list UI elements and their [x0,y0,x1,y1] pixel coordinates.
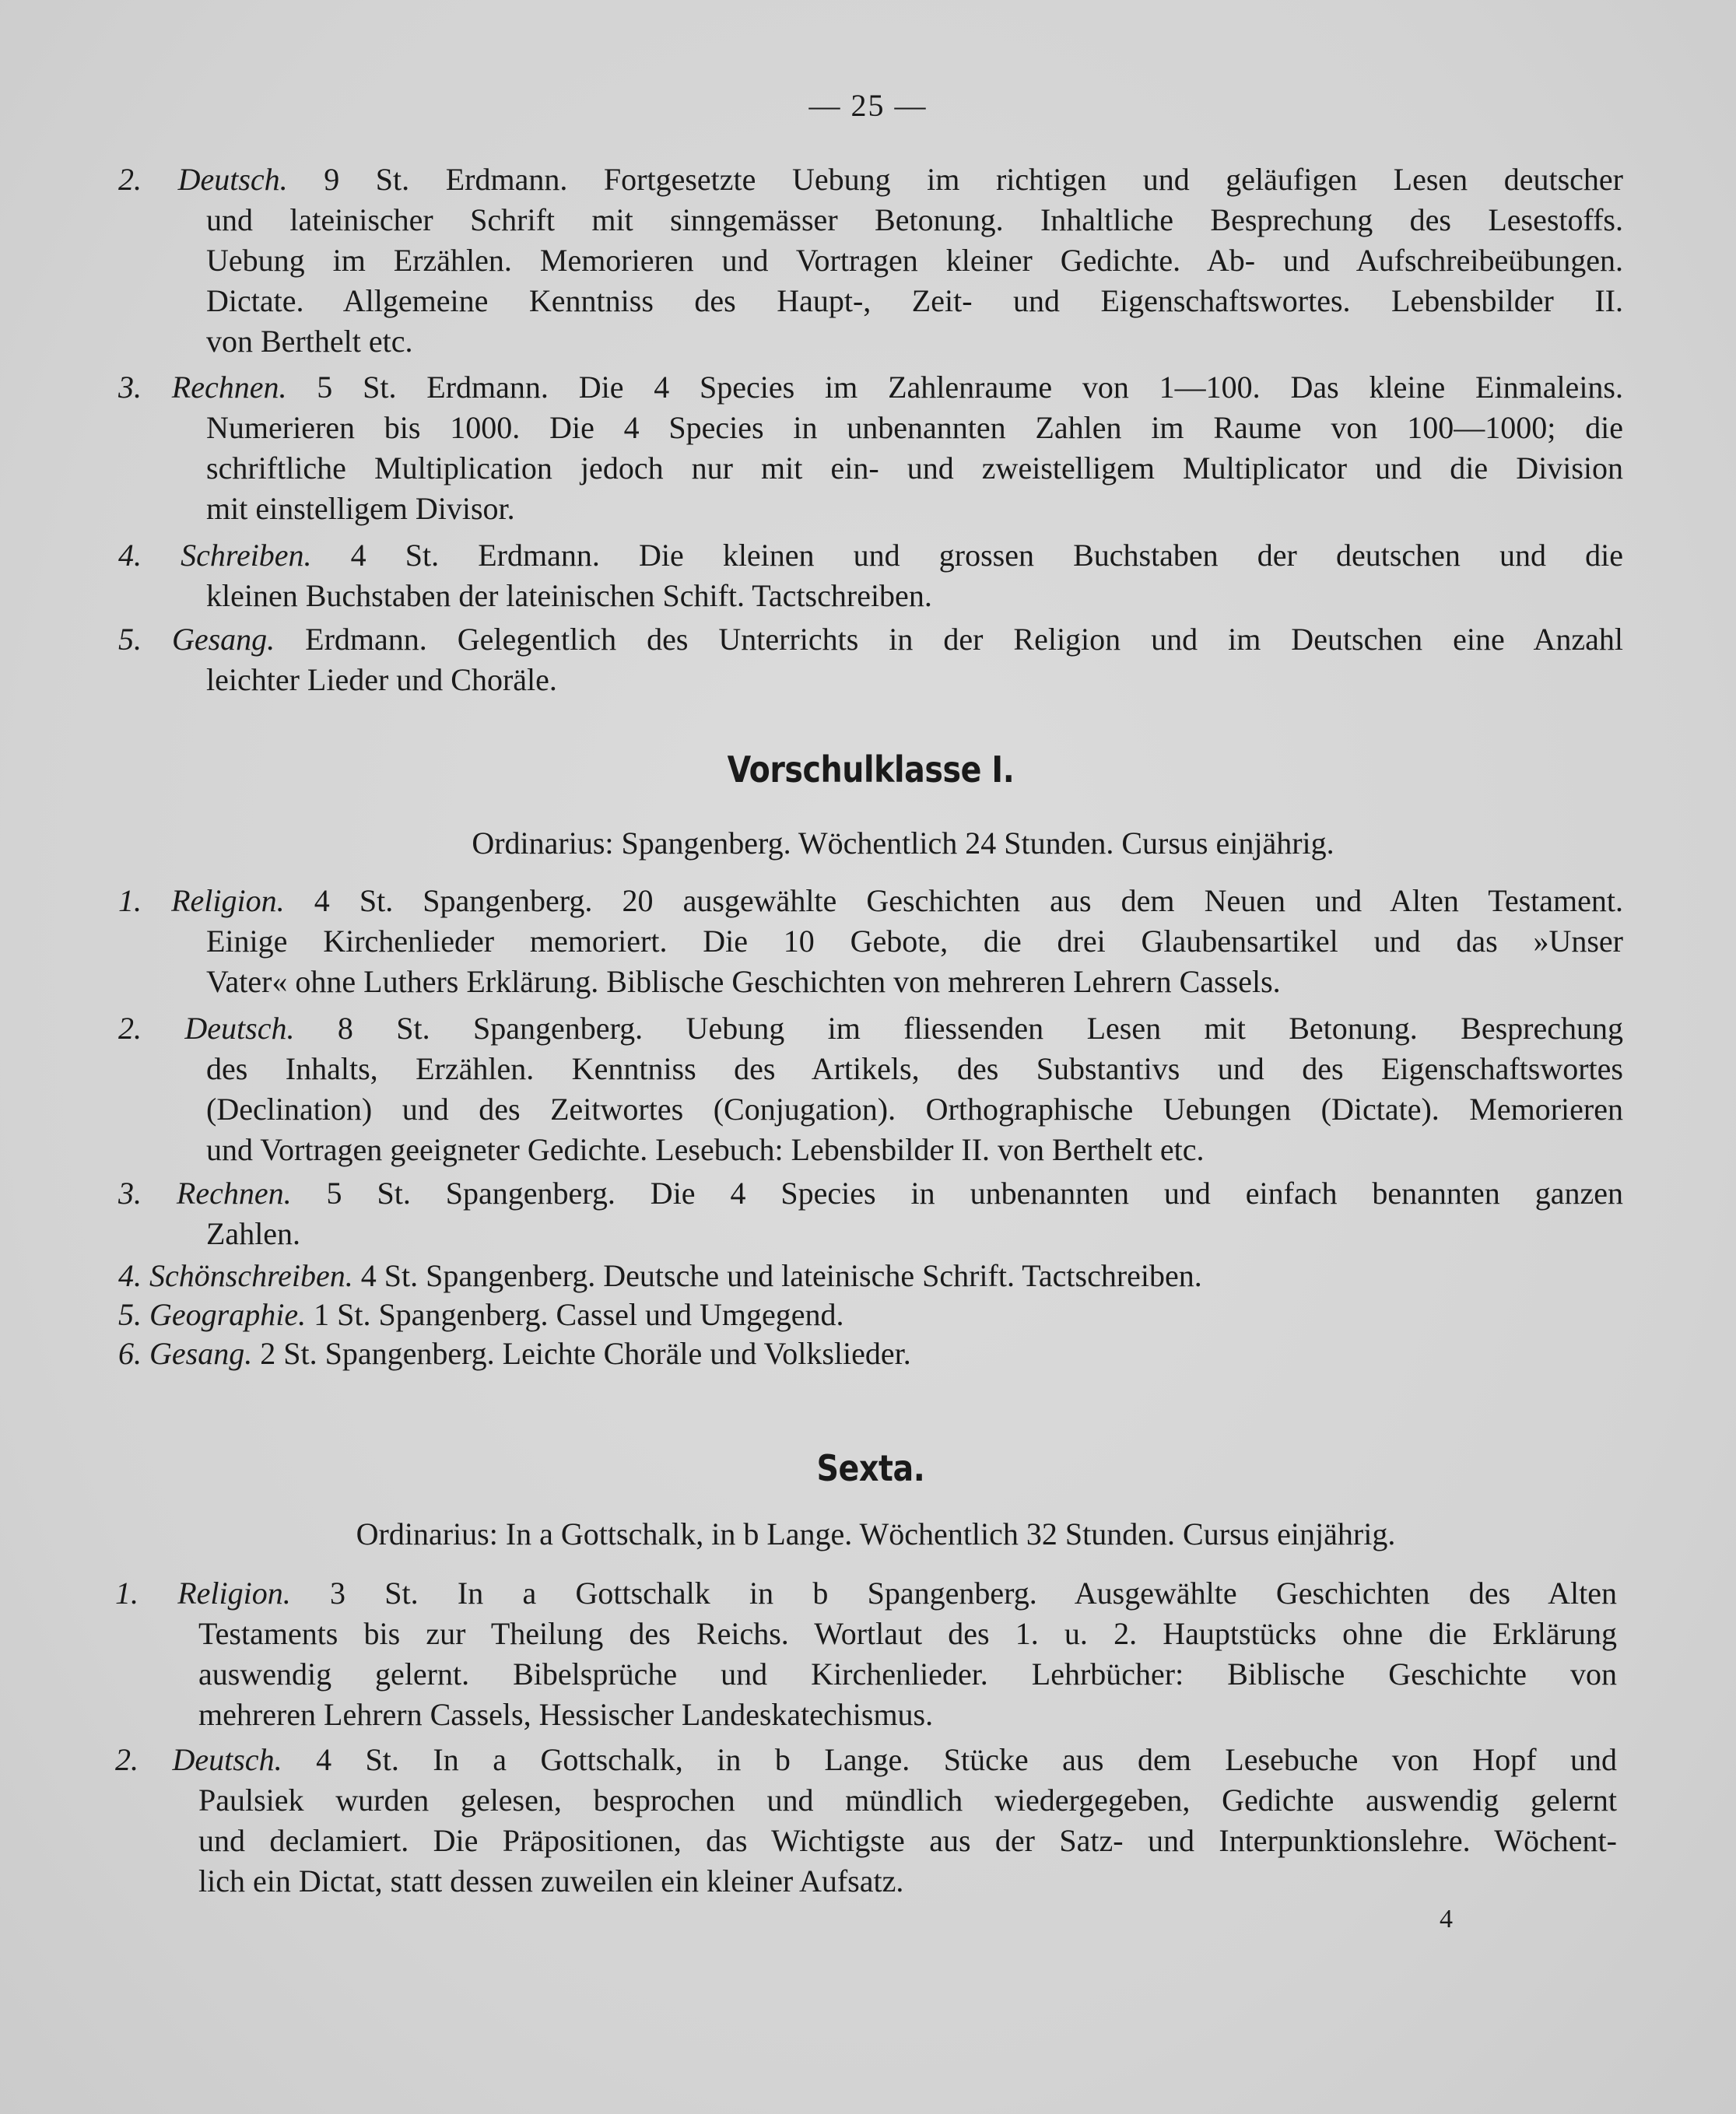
subject-label: 2. Deutsch. [118,162,288,197]
vorschul-deutsch-body [206,1049,1623,1170]
sexta-religion-body [198,1614,1617,1735]
text-line: 5. Geographie. 1 St. Spangenberg. Cassel und Umgegend. [118,1297,844,1332]
text-line: mit einstelligem Divisor. [206,491,515,526]
text-line: Dictate. Allgemeine Kenntniss des Haupt-, Zeit- und Eigenschaftswortes. Lebensbilder II. [206,283,1623,318]
signature-mark: 4 [1440,1905,1453,1933]
text-line: kleinen Buchstaben der lateinischen Schift. Tactschreiben. [206,578,932,613]
vorschul-rechnen [118,1173,1623,1214]
text-line: 4. Schönschreiben. 4 St. Spangenberg. Deutsche und lateinische Schrift. Tactschreiben. [118,1258,1202,1293]
subject-label: 1. Religion. [115,1576,291,1611]
text-line: 2. Deutsch. 9 St. Erdmann. Fortgesetzte Uebung im richtigen und geläufigen Lesen deutscher [118,162,1623,197]
text-line: des Inhalts, Erzählen. Kenntniss des Artikels, des Substantivs und des Eigenschaftswortes [206,1051,1623,1086]
vorschul-rechnen-body [206,1214,1623,1254]
text-line: von Berthelt etc. [206,324,413,359]
section-gesang-top-body [206,660,1623,700]
subject-label: 1. Religion. [118,883,285,918]
sexta-deutsch-body [198,1780,1617,1902]
subject-label: 3. Rechnen. [118,370,287,405]
subject-label: 3. Rechnen. [118,1176,292,1211]
section-schreiben-top [118,535,1623,576]
section-schreiben-top-body [206,576,1623,616]
text-line: 2. Deutsch. 8 St. Spangenberg. Uebung im fliessenden Lesen mit Betonung. Besprechung [118,1011,1624,1046]
vorschul-geographie [118,1295,1623,1335]
subject-label: 4. Schönschreiben. [118,1258,353,1293]
text-line: 1. Religion. 4 St. Spangenberg. 20 ausgewählte Geschichten aus dem Neuen und Alten Testament. [118,883,1624,918]
subject-label: 5. Gesang. [118,622,275,657]
subject-label: 2. Deutsch. [115,1742,282,1777]
subject-label: 6. Gesang. [118,1336,253,1371]
text-line: Einige Kirchenlieder memoriert. Die 10 Gebote, die drei Glaubensartikel und das »Unser [206,924,1623,959]
text-line: (Declination) und des Zeitwortes (Conjugation). Orthographische Uebungen (Dictate). Memorieren [206,1092,1623,1127]
text-line: Paulsiek wurden gelesen, besprochen und mündlich wiedergegeben, Gedichte auswendig gelernt [198,1783,1617,1818]
text-line: leichter Lieder und Choräle. [206,662,557,697]
text-line: Numerieren bis 1000. Die 4 Species in unbenannten Zahlen im Raume von 100—1000; die [206,410,1623,445]
section-gesang-top [118,619,1623,660]
section-deutsch-top-body [206,200,1623,362]
text-line: mehreren Lehrern Cassels, Hessischer Landeskatechismus. [198,1697,934,1732]
text-line: schriftliche Multiplication jedoch nur mit ein- und zweistelligem Multiplicator und die Division [206,450,1623,486]
page-number: — 25 — [808,88,928,123]
ordinarius-sexta: Ordinarius: In a Gottschalk, in b Lange. Wöchentlich 32 Stunden. Cursus einjährig. [356,1516,1396,1551]
text-line: und lateinischer Schrift mit sinngemässer Betonung. Inhaltliche Besprechung des Lesestoffs. [206,202,1623,237]
sexta-deutsch [115,1740,1617,1780]
vorschul-gesang [118,1334,1623,1374]
heading-sexta: Sexta. [816,1447,925,1489]
text-line: und declamiert. Die Präpositionen, das Wichtigste aus der Satz- und Interpunktionslehre. Wöchent- [198,1823,1617,1858]
text-line: 4. Schreiben. 4 St. Erdmann. Die kleinen und grossen Buchstaben der deutschen und die [118,538,1623,573]
ordinarius-vorschul: Ordinarius: Spangenberg. Wöchentlich 24 Stunden. Cursus einjährig. [472,826,1334,861]
text-line: und Vortragen geeigneter Gedichte. Lesebuch: Lebensbilder II. von Berthelt etc. [206,1132,1205,1167]
vorschul-schoenschreiben [118,1256,1623,1296]
section-rechnen-top-body [206,408,1623,529]
subject-label: 2. Deutsch. [118,1011,295,1046]
vorschul-deutsch [118,1008,1623,1049]
subject-label: 4. Schreiben. [118,538,312,573]
text-line: 6. Gesang. 2 St. Spangenberg. Leichte Choräle und Volkslieder. [118,1336,911,1371]
text-line: auswendig gelernt. Bibelsprüche und Kirchenlieder. Lehrbücher: Biblische Geschichte von [198,1656,1617,1692]
vorschul-religion-body [206,921,1623,1002]
text-line: Vater« ohne Luthers Erklärung. Biblische Geschichten von mehreren Lehrern Cassels. [206,964,1281,999]
text-line: 3. Rechnen. 5 St. Spangenberg. Die 4 Species in unbenannten und einfach benannten ganzen [118,1176,1623,1211]
text-line: lich ein Dictat, statt dessen zuweilen ein kleiner Aufsatz. [198,1863,904,1898]
text-line: 5. Gesang. Erdmann. Gelegentlich des Unterrichts in der Religion und im Deutschen eine Anzahl [118,622,1623,657]
text-line: 1. Religion. 3 St. In a Gottschalk in b Spangenberg. Ausgewählte Geschichten des Alten [115,1576,1618,1611]
section-deutsch-top [118,160,1623,200]
text-line: 3. Rechnen. 5 St. Erdmann. Die 4 Species im Zahlenraume von 1—100. Das kleine Einmaleins. [118,370,1623,405]
heading-vorschulklasse: Vorschulklasse I. [727,748,1015,791]
sexta-religion [115,1573,1617,1614]
text-line: Zahlen. [206,1216,301,1251]
text-line: Testaments bis zur Theilung des Reichs. Wortlaut des 1. u. 2. Hauptstücks ohne die Erklärung [198,1616,1617,1651]
text-line: Uebung im Erzählen. Memorieren und Vortragen kleiner Gedichte. Ab- und Aufschreibeübungen. [206,243,1623,278]
subject-label: 5. Geographie. [118,1297,307,1332]
text-line: 2. Deutsch. 4 St. In a Gottschalk, in b Lange. Stücke aus dem Lesebuche von Hopf und [115,1742,1617,1777]
vorschul-religion [118,881,1623,921]
section-rechnen-top [118,367,1623,408]
